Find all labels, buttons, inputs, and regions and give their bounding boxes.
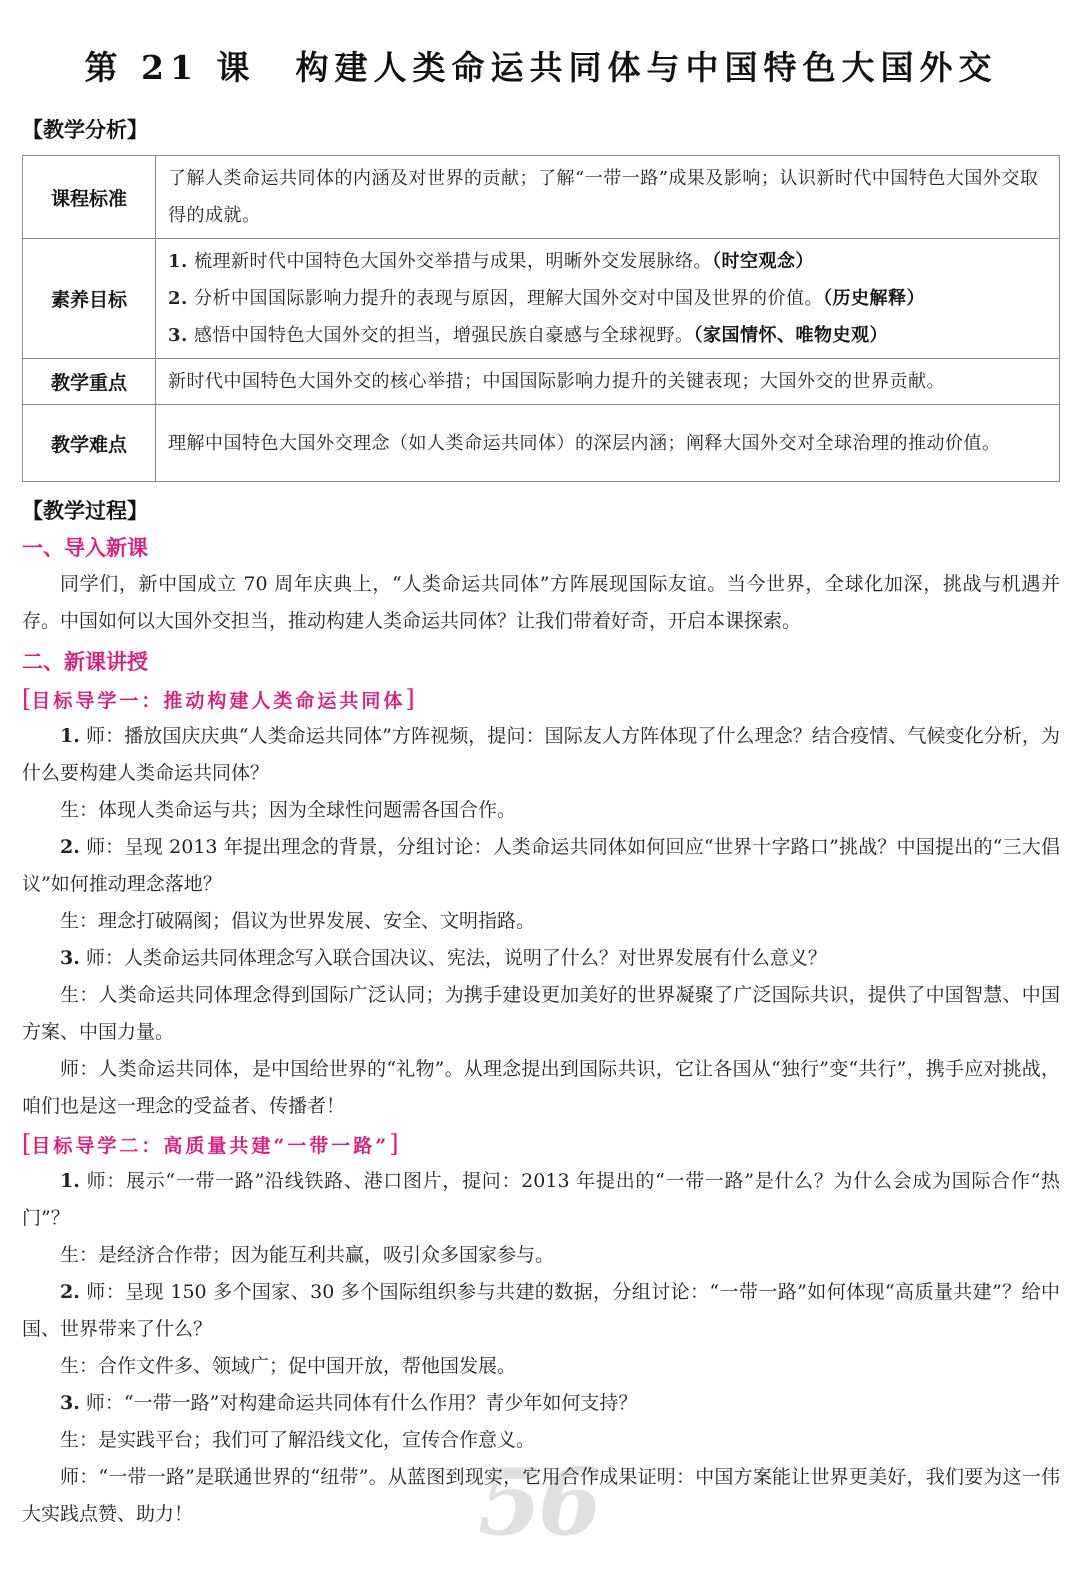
row-content: 了解人类命运共同体的内涵及对世界的贡献；了解“一带一路”成果及影响；认识新时代中国特色大国外交取得的成就。 bbox=[156, 156, 1060, 239]
objective-item: 3. 感悟中国特色大国外交的担当，增强民族自豪感与全球视野。（家国情怀、唯物史观） bbox=[168, 325, 889, 346]
process-heading: 【教学过程】 bbox=[22, 499, 148, 523]
dialogue-paragraph: 1. 师：播放国庆庆典“人类命运共同体”方阵视频，提问：国际友人方阵体现了什么理念？结合疫情、气候变化分析，为什么要构建人类命运共同体？ bbox=[22, 725, 1060, 784]
part1-title: 一、导入新课 bbox=[22, 536, 148, 560]
part2-title: 二、新课讲授 bbox=[22, 650, 148, 674]
row-content bbox=[156, 239, 1060, 359]
dialogue-paragraph: 3. 师：“一带一路”对构建命运共同体有什么作用？青少年如何支持？ bbox=[60, 1392, 638, 1414]
objective-item: 2. 分析中国国际影响力提升的表现与原因，理解大国外交对中国及世界的价值。（历史解释） bbox=[168, 288, 926, 309]
dialogue-paragraph: 1. 师：展示“一带一路”沿线铁路、港口图片，提问：2013 年提出的“一带一路”是什么？为什么会成为国际合作“热门”？ bbox=[22, 1170, 1060, 1229]
dialogue-paragraph: 生：是经济合作带；因为能互利共赢，吸引众多国家参与。 bbox=[60, 1244, 555, 1266]
objective-item: 1. 梳理新时代中国特色大国外交举措与成果，明晰外交发展脉络。（时空观念） bbox=[168, 251, 815, 272]
lesson-number: 第 21 课 bbox=[84, 48, 256, 87]
table-row bbox=[23, 156, 1060, 239]
row-content: 理解中国特色大国外交理念（如人类命运共同体）的深层内涵；阐释大国外交对全球治理的推动价值。 bbox=[156, 405, 1060, 482]
dialogue-paragraph: 生：体现人类命运与共；因为全球性问题需各国合作。 bbox=[60, 799, 517, 821]
page-number: 56 bbox=[478, 1448, 599, 1556]
analysis-table bbox=[22, 155, 1060, 482]
row-label: 课程标准 bbox=[23, 156, 156, 239]
dialogue-paragraph: 3. 师：人类命运共同体理念写入联合国决议、宪法，说明了什么？对世界发展有什么意义？ bbox=[60, 947, 827, 969]
dialogue-paragraph: 生：理念打破隔阂；倡议为世界发展、安全、文明指路。 bbox=[60, 910, 536, 932]
row-content: 新时代中国特色大国外交的核心举措；中国国际影响力提升的关键表现；大国外交的世界贡献。 bbox=[156, 359, 1060, 405]
analysis-heading: 【教学分析】 bbox=[22, 118, 148, 142]
row-label: 素养目标 bbox=[23, 239, 156, 359]
table-row bbox=[23, 405, 1060, 482]
goal1-dialogue bbox=[22, 718, 1060, 1125]
row-label: 教学重点 bbox=[23, 359, 156, 405]
dialogue-paragraph: 2. 师：呈现 2013 年提出理念的背景，分组讨论：人类命运共同体如何回应“世界十字路口”挑战？中国提出的“三大倡议”如何推动理念落地？ bbox=[22, 836, 1060, 895]
lesson-name: 构建人类命运共同体与中国特色大国外交 bbox=[295, 48, 998, 87]
row-label: 教学难点 bbox=[23, 405, 156, 482]
intro-paragraph: 同学们，新中国成立 70 周年庆典上，“人类命运共同体”方阵展现国际友谊。当今世界，全球化加深，挑战与机遇并存。中国如何以大国外交担当，推动构建人类命运共同体？让我们带着好奇，开启本课探索。 bbox=[22, 573, 1060, 632]
page-title bbox=[22, 42, 1060, 89]
goal2-title: [目标导学二：高质量共建“一带一路”] bbox=[22, 1130, 399, 1158]
dialogue-paragraph: 生：人类命运共同体理念得到国际广泛认同；为携手建设更加美好的世界凝聚了广泛国际共识，提供了中国智慧、中国方案、中国力量。 bbox=[22, 984, 1060, 1043]
table-row bbox=[23, 239, 1060, 359]
dialogue-paragraph: 生：是实践平台；我们可了解沿线文化，宣传合作意义。 bbox=[60, 1429, 536, 1451]
dialogue-paragraph: 2. 师：呈现 150 多个国家、30 多个国际组织参与共建的数据，分组讨论：“一带一路”如何体现“高质量共建”？给中国、世界带来了什么？ bbox=[22, 1281, 1060, 1340]
lesson-page bbox=[22, 0, 1060, 1533]
goal1-title: [目标导学一：推动构建人类命运共同体] bbox=[22, 685, 415, 713]
dialogue-paragraph: 师：“一带一路”是联通世界的“纽带”。从蓝图到现实，它用合作成果证明：中国方案能让世界更美好，我们要为这一伟大实践点赞、助力！ bbox=[22, 1466, 1060, 1525]
dialogue-paragraph: 生：合作文件多、领域广；促中国开放，帮他国发展。 bbox=[60, 1355, 517, 1377]
dialogue-paragraph: 师：人类命运共同体，是中国给世界的“礼物”。从理念提出到国际共识，它让各国从“独行”变“共行”，携手应对挑战，咱们也是这一理念的受益者、传播者！ bbox=[22, 1058, 1060, 1117]
table-row bbox=[23, 359, 1060, 405]
